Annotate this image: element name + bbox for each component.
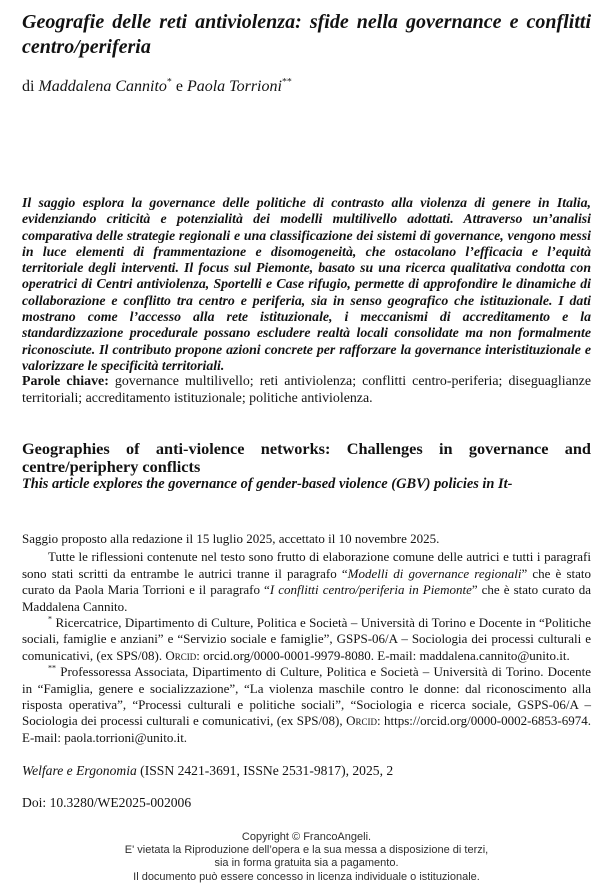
text-segment: Orcid [165,647,197,663]
text-segment: Ricercatrice, Dipartimento di Culture, Politica e Società – Università di Torino e Docente in “Politiche sociali, famiglie e anziani” e “Servizio sociale e famiglie”, GSPS-06/A – Sociologia dei processi culturali e comunicativi, (ex SPS/08). [22,615,591,663]
footnotes-block [22,531,591,746]
footer-block [22,831,591,884]
text-segment: Tutte le riflessioni contenute nel testo sono frutto di elaborazione comune delle autrici e tutti i paragrafi sono stati scritti da entrambe le autrici tranne il paragrafo “ [22,549,591,581]
abstract-block [22,195,591,407]
keywords-text: governance multilivello; reti antiviolenza; conflitti centro-periferia; diseguaglianze territoriali; accreditamento istituzionale; politiche antiviolenza. [22,374,592,406]
footer-line: sia in forma gratuita sia a pagamento. [214,857,399,870]
journal-block [22,762,591,811]
text-segment: : orcid.org/0000-0001-9979-8080. E-mail: maddalena.cannito@unito.it. [196,647,570,663]
article-title: Geografie delle reti antiviolenza: sfide nella governance e conflitti centro/periferia [22,11,591,58]
authorship-note [22,549,591,615]
text-segment: ” che è stato curato da Maddalena Cannito. [22,582,591,614]
footer-line: Il documento può essere concesso in licenza individuale o istituzionale. [133,870,480,883]
text-segment: ** [281,76,292,88]
text-segment: e [171,78,187,95]
abstract-italian: Il saggio esplora la governance delle politiche di contrasto alla violenza di genere in Italia, evidenziando criticità e potenzialità dei modelli multilivello adottati. Attraverso un’analisi comparativa delle strategie regionali e una classificazione dei sistemi di governance, vengono messi in luce elementi di frammentazione e disomogeneità, che ostacolano l’efficacia e l’equità territoriale degli interventi. Il focus sul Piemonte, basato su una ricerca qualitativa condotta con operatrici di Centri antiviolenza, Sportelli e Case rifugio, permette di approfondire le dinamiche di collaborazione e conflitto tra centro e periferia, sia in senso geografico che istituzionale. I dati mostrano come l’accesso alla rete istituzionale, i meccanismi di accreditamento e la standardizzazione procedurale possano escludere realtà locali consolidate ma non formalmente riconosciute. Il contributo propone azioni concrete per rafforzare la governance interistituzionale e valorizzare le specificità territoriali. [22,195,591,373]
text-segment: Orcid [346,713,377,729]
header-block [22,10,591,97]
text-segment: Maddalena Cannito [38,78,167,95]
text-segment: I conflitti centro/periferia in Piemonte [269,582,472,598]
text-segment: Paola Torrioni [186,78,282,95]
footnote-author-torrioni [22,664,591,746]
text-segment: di [22,78,39,95]
text-segment: : https://orcid.org/0000-0002-6853-6974. E-mail: paola.torrioni@unito.it. [22,713,591,745]
english-abstract: This article explores the governance of gender-based violence (GBV) policies in It- [22,475,513,492]
text-segment: * [48,614,53,624]
text-segment: ** [48,663,57,673]
text-segment: Modelli di governance regionali [347,565,522,581]
english-title: Geographies of anti-violence networks: Challenges in governance and centre/periphery conflicts [22,439,591,476]
journal-line [22,762,591,779]
footer-line: Copyright © FrancoAngeli. [241,831,372,843]
byline [22,77,591,97]
text-segment: ” che è stato curato da Paola Maria Torrioni e il paragrafo “ [22,565,591,598]
submission-note: Saggio proposto alla redazione il 15 luglio 2025, accettato il 10 novembre 2025. [22,531,440,546]
footer-line: E' vietata la Riproduzione dell’opera e la sua messa a disposizione di terzi, [124,844,489,857]
text-segment: Welfare e Ergonomia [22,763,137,778]
text-segment: Professoressa Associata, Dipartimento di Culture, Politica e Società – Università di Torino. Docente in “Famiglia, genere e socializzazione”, “La violenza maschile contro le donne: dal riconoscimento alla risposta operativa”, “Processi culturali e politiche sociali”, “Sociologia e ricerca sociale, GSPS-06/A – Sociologia dei processi culturali e comunicativi, (ex SPS/08), [22,664,591,729]
english-section [22,440,591,493]
keywords-label: Parole chiave: [22,374,109,390]
doi-line: Doi: 10.3280/WE2025-002006 [22,795,192,810]
keywords [22,374,591,407]
text-segment: * [166,76,172,88]
text-segment: (ISSN 2421-3691, ISSNe 2531-9817), 2025, 2 [136,763,394,778]
footnote-author-cannito [22,615,591,664]
copyright-footer [22,831,591,884]
